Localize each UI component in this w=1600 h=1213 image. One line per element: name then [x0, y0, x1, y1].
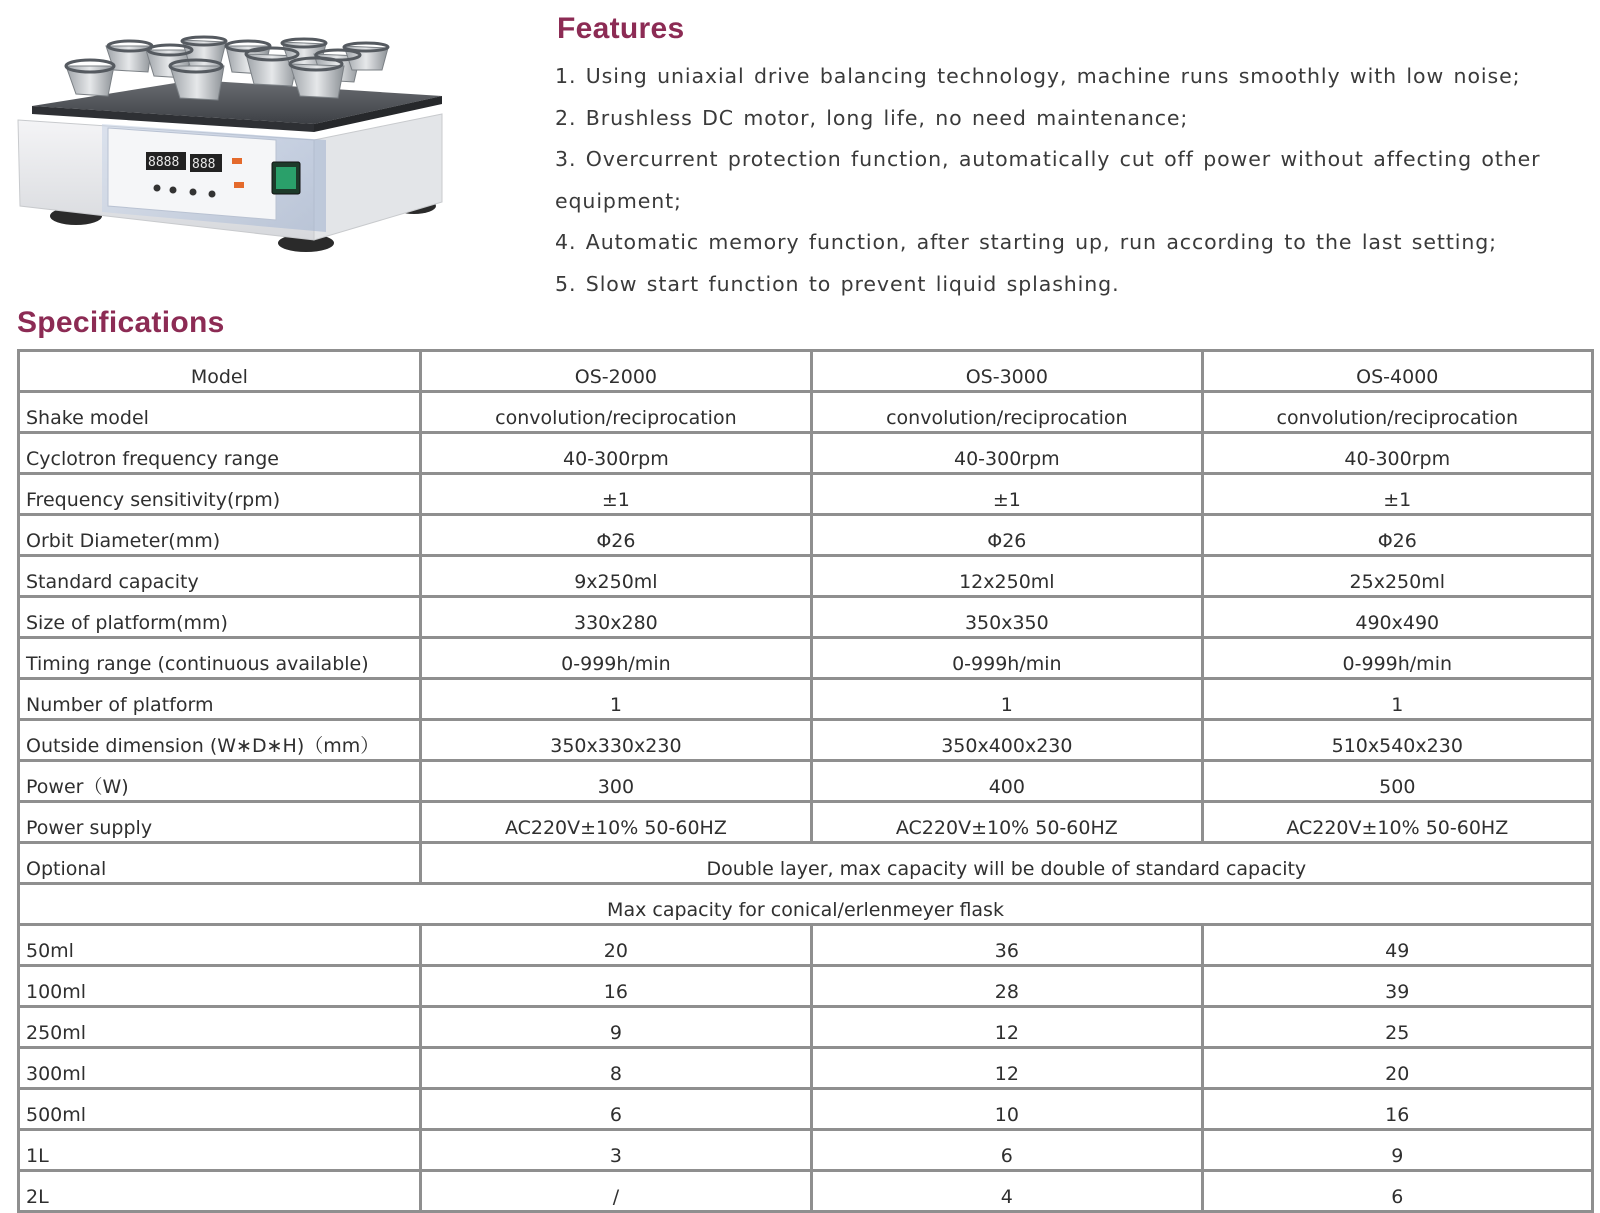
table-row — [19, 556, 1593, 597]
specifications-table — [17, 349, 1594, 1213]
table-cell: 16 — [1202, 1089, 1592, 1130]
table-row — [19, 1171, 1593, 1212]
table-cell: AC220V±10% 50-60HZ — [1202, 802, 1592, 843]
table-cell: 510x540x230 — [1202, 720, 1592, 761]
table-header-row — [19, 351, 1593, 392]
table-cell: 36 — [812, 925, 1202, 966]
feature-item: 4. Automatic memory function, after starting up, run according to the last setting; — [555, 230, 1497, 254]
row-label: 250ml — [19, 1007, 421, 1048]
table-row — [19, 515, 1593, 556]
table-row — [19, 597, 1593, 638]
table-cell: Φ26 — [1202, 515, 1592, 556]
table-cell: 350x400x230 — [812, 720, 1202, 761]
table-cell: Φ26 — [420, 515, 811, 556]
feature-item: 3. Overcurrent protection function, automatically cut off power without affecting other equipment; — [555, 147, 1541, 213]
table-cell: 25x250ml — [1202, 556, 1592, 597]
table-cell: 6 — [1202, 1171, 1592, 1212]
svg-text:8888: 8888 — [148, 155, 180, 170]
specifications-title: Specifications — [17, 306, 225, 339]
table-row-optional — [19, 843, 1593, 884]
row-label: Size of platform(mm) — [19, 597, 421, 638]
feature-item: 5. Slow start function to prevent liquid splashing. — [555, 271, 1120, 296]
row-label: Cyclotron frequency range — [19, 433, 421, 474]
table-cell: 400 — [812, 761, 1202, 802]
table-row — [19, 761, 1593, 802]
row-label: Shake model — [19, 392, 421, 433]
table-cell: 0-999h/min — [812, 638, 1202, 679]
row-label: 300ml — [19, 1048, 421, 1089]
row-label: 500ml — [19, 1089, 421, 1130]
flask-capacity-heading: Max capacity for conical/erlenmeyer flask — [19, 884, 1593, 925]
table-row — [19, 1089, 1593, 1130]
table-row — [19, 679, 1593, 720]
table-cell: 350x330x230 — [420, 720, 811, 761]
features-title: Features — [557, 12, 685, 45]
table-cell: 6 — [812, 1130, 1202, 1171]
table-cell: 300 — [420, 761, 811, 802]
row-label: 1L — [19, 1130, 421, 1171]
table-cell: 9 — [420, 1007, 811, 1048]
table-cell: 25 — [1202, 1007, 1592, 1048]
table-cell: 1 — [420, 679, 811, 720]
table-cell: 49 — [1202, 925, 1592, 966]
table-cell: 3 — [420, 1130, 811, 1171]
table-cell: AC220V±10% 50-60HZ — [812, 802, 1202, 843]
table-section-heading — [19, 884, 1593, 925]
table-cell: 350x350 — [812, 597, 1202, 638]
row-label: Timing range (continuous available) — [19, 638, 421, 679]
svg-text:888: 888 — [192, 157, 216, 172]
table-cell: convolution/reciprocation — [812, 392, 1202, 433]
feature-item: 2. Brushless DC motor, long life, no need maintenance; — [555, 105, 1189, 130]
table-cell: 12 — [812, 1007, 1202, 1048]
header-cell: OS-4000 — [1202, 351, 1592, 392]
table-cell: 1 — [1202, 679, 1592, 720]
table-cell: 0-999h/min — [420, 638, 811, 679]
table-row — [19, 925, 1593, 966]
table-cell: ±1 — [420, 474, 811, 515]
header-cell: Model — [19, 351, 421, 392]
orbital-shaker-image — [14, 36, 454, 266]
table-cell: 9x250ml — [420, 556, 811, 597]
table-cell: 40-300rpm — [1202, 433, 1592, 474]
table-cell: 6 — [420, 1089, 811, 1130]
table-cell: 40-300rpm — [812, 433, 1202, 474]
table-cell: 1 — [812, 679, 1202, 720]
table-cell: 10 — [812, 1089, 1202, 1130]
row-label: Power supply — [19, 802, 421, 843]
table-cell: Φ26 — [812, 515, 1202, 556]
table-row — [19, 1007, 1593, 1048]
table-cell: 8 — [420, 1048, 811, 1089]
table-cell: 9 — [1202, 1130, 1592, 1171]
table-row — [19, 1048, 1593, 1089]
table-row — [19, 392, 1593, 433]
header-cell: OS-2000 — [420, 351, 811, 392]
table-cell: 40-300rpm — [420, 433, 811, 474]
row-label: Standard capacity — [19, 556, 421, 597]
table-row — [19, 474, 1593, 515]
table-cell: 500 — [1202, 761, 1592, 802]
table-cell: 490x490 — [1202, 597, 1592, 638]
table-cell: 20 — [420, 925, 811, 966]
table-cell: 12 — [812, 1048, 1202, 1089]
table-cell: / — [420, 1171, 811, 1212]
table-cell: 39 — [1202, 966, 1592, 1007]
table-row — [19, 802, 1593, 843]
table-row — [19, 966, 1593, 1007]
row-label: Number of platform — [19, 679, 421, 720]
table-row — [19, 433, 1593, 474]
table-cell: 12x250ml — [812, 556, 1202, 597]
table-cell: 20 — [1202, 1048, 1592, 1089]
table-cell: convolution/reciprocation — [420, 392, 811, 433]
table-cell: 0-999h/min — [1202, 638, 1592, 679]
row-label: 50ml — [19, 925, 421, 966]
row-label: Outside dimension (W∗D∗H)（mm） — [19, 720, 421, 761]
row-label: 100ml — [19, 966, 421, 1007]
features-list — [555, 56, 1555, 305]
indicator-icon — [232, 158, 242, 164]
table-cell: 28 — [812, 966, 1202, 1007]
row-label: Frequency sensitivity(rpm) — [19, 474, 421, 515]
table-cell: 330x280 — [420, 597, 811, 638]
table-cell: convolution/reciprocation — [1202, 392, 1592, 433]
indicator-icon — [234, 182, 244, 188]
table-cell: 16 — [420, 966, 811, 1007]
row-label: Power（W) — [19, 761, 421, 802]
row-label: 2L — [19, 1171, 421, 1212]
optional-note: Double layer, max capacity will be double of standard capacity — [420, 843, 1592, 884]
feature-item: 1. Using uniaxial drive balancing technology, machine runs smoothly with low noise; — [555, 64, 1521, 88]
table-row — [19, 720, 1593, 761]
table-cell: AC220V±10% 50-60HZ — [420, 802, 811, 843]
table-row — [19, 638, 1593, 679]
table-cell: 4 — [812, 1171, 1202, 1212]
header-cell: OS-3000 — [812, 351, 1202, 392]
table-cell: ±1 — [1202, 474, 1592, 515]
table-row — [19, 1130, 1593, 1171]
table-cell: ±1 — [812, 474, 1202, 515]
row-label: Optional — [19, 843, 421, 884]
row-label: Orbit Diameter(mm) — [19, 515, 421, 556]
